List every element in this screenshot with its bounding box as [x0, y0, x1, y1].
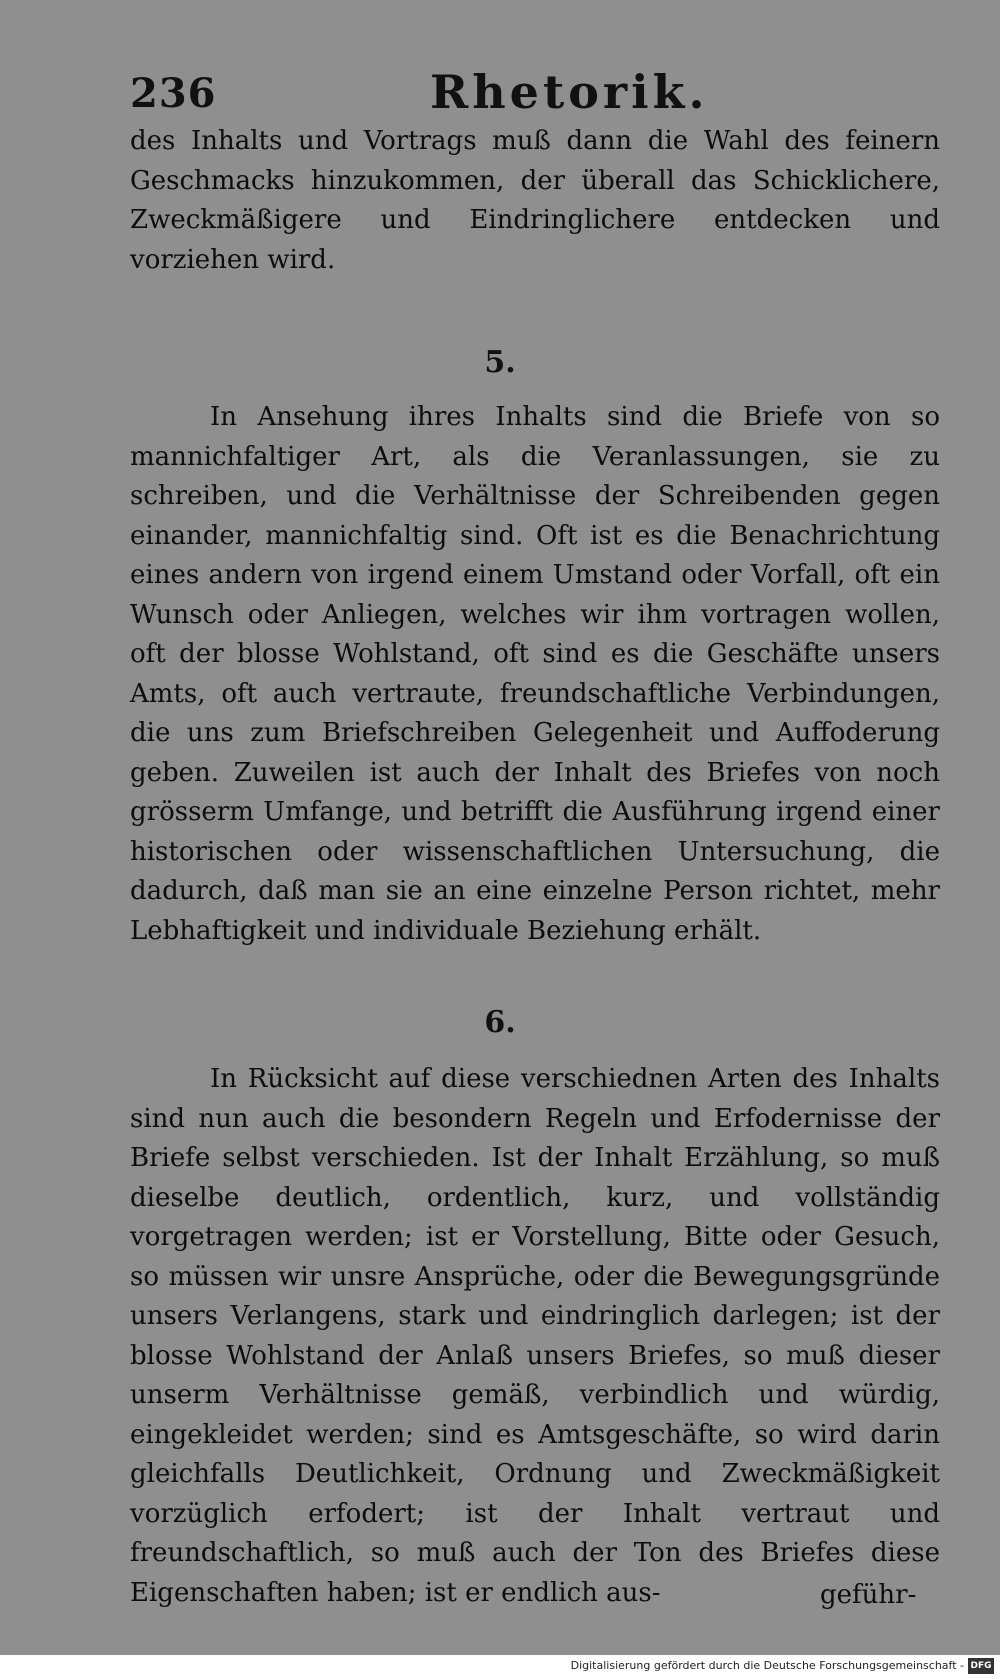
catchword: geführ- [820, 1580, 917, 1610]
page-header [130, 60, 940, 130]
continuation-paragraph: des Inhalts und Vortrags muß dann die Wahl des feinern Geschmacks hinzukommen, der überall das Schicklichere, Zweckmäßigere und Eindringlichere entdecken und vorziehen wird. [130, 126, 940, 275]
dfg-logo-icon: DFG [968, 1658, 994, 1674]
running-title: Rhetorik. [430, 65, 709, 119]
footer-bar [0, 1655, 1000, 1679]
page-number: 236 [130, 70, 217, 117]
section-6-paragraph: In Rücksicht auf diese verschiednen Arten des Inhalts sind nun auch die besondern Regeln und Erfodernisse der Briefe selbst verschieden. Ist der Inhalt Erzählung, so muß dieselbe deutlich, ordentlich, kurz, und vollständig vorgetragen werden; ist er Vorstellung, Bitte oder Gesuch, so müssen wir unsre Ansprüche, oder die Bewegungsgründe unsers Verlangens, stark und eindringlich darlegen; ist der blosse Wohlstand der Anlaß unsers Briefes, so muß dieser unserm Verhältnisse gemäß, verbindlich und würdig, eingekleidet werden; sind es Amtsgeschäfte, so wird darin gleichfalls Deutlichkeit, Ordnung und Zweckmäßigkeit vorzüglich erfodert; ist der Inhalt vertraut und freundschaftlich, so muß auch der Ton des Briefes diese Eigenschaften haben; ist er endlich aus- [130, 1064, 940, 1608]
funding-credit: Digitalisierung gefördert durch die Deutsche Forschungsgemeinschaft - [570, 1659, 964, 1672]
section-number-6: 6. [484, 1005, 516, 1040]
section-5-paragraph: In Ansehung ihres Inhalts sind die Briefe von so mannichfaltiger Art, als die Veranlassungen, sie zu schreiben, und die Verhältnisse der Schreibenden gegen einander, mannichfaltig sind. Oft ist es die Benachrichtung eines andern von irgend einem Umstand oder Vorfall, oft ein Wunsch oder Anliegen, welches wir ihm vortragen wollen, oft der blosse Wohlstand, oft sind es die Geschäfte unsers Amts, oft auch vertraute, freundschaftliche Verbindungen, die uns zum Briefschreiben Gelegenheit und Auffoderung geben. Zuweilen ist auch der Inhalt des Briefes von noch grösserm Umfange, und betrifft die Ausführung irgend einer historischen oder wissenschaftlichen Untersuchung, die dadurch, daß man sie an eine einzelne Person richtet, mehr Lebhaftigkeit und individuale Beziehung erhält. [130, 402, 940, 946]
section-number-5: 5. [484, 345, 516, 380]
